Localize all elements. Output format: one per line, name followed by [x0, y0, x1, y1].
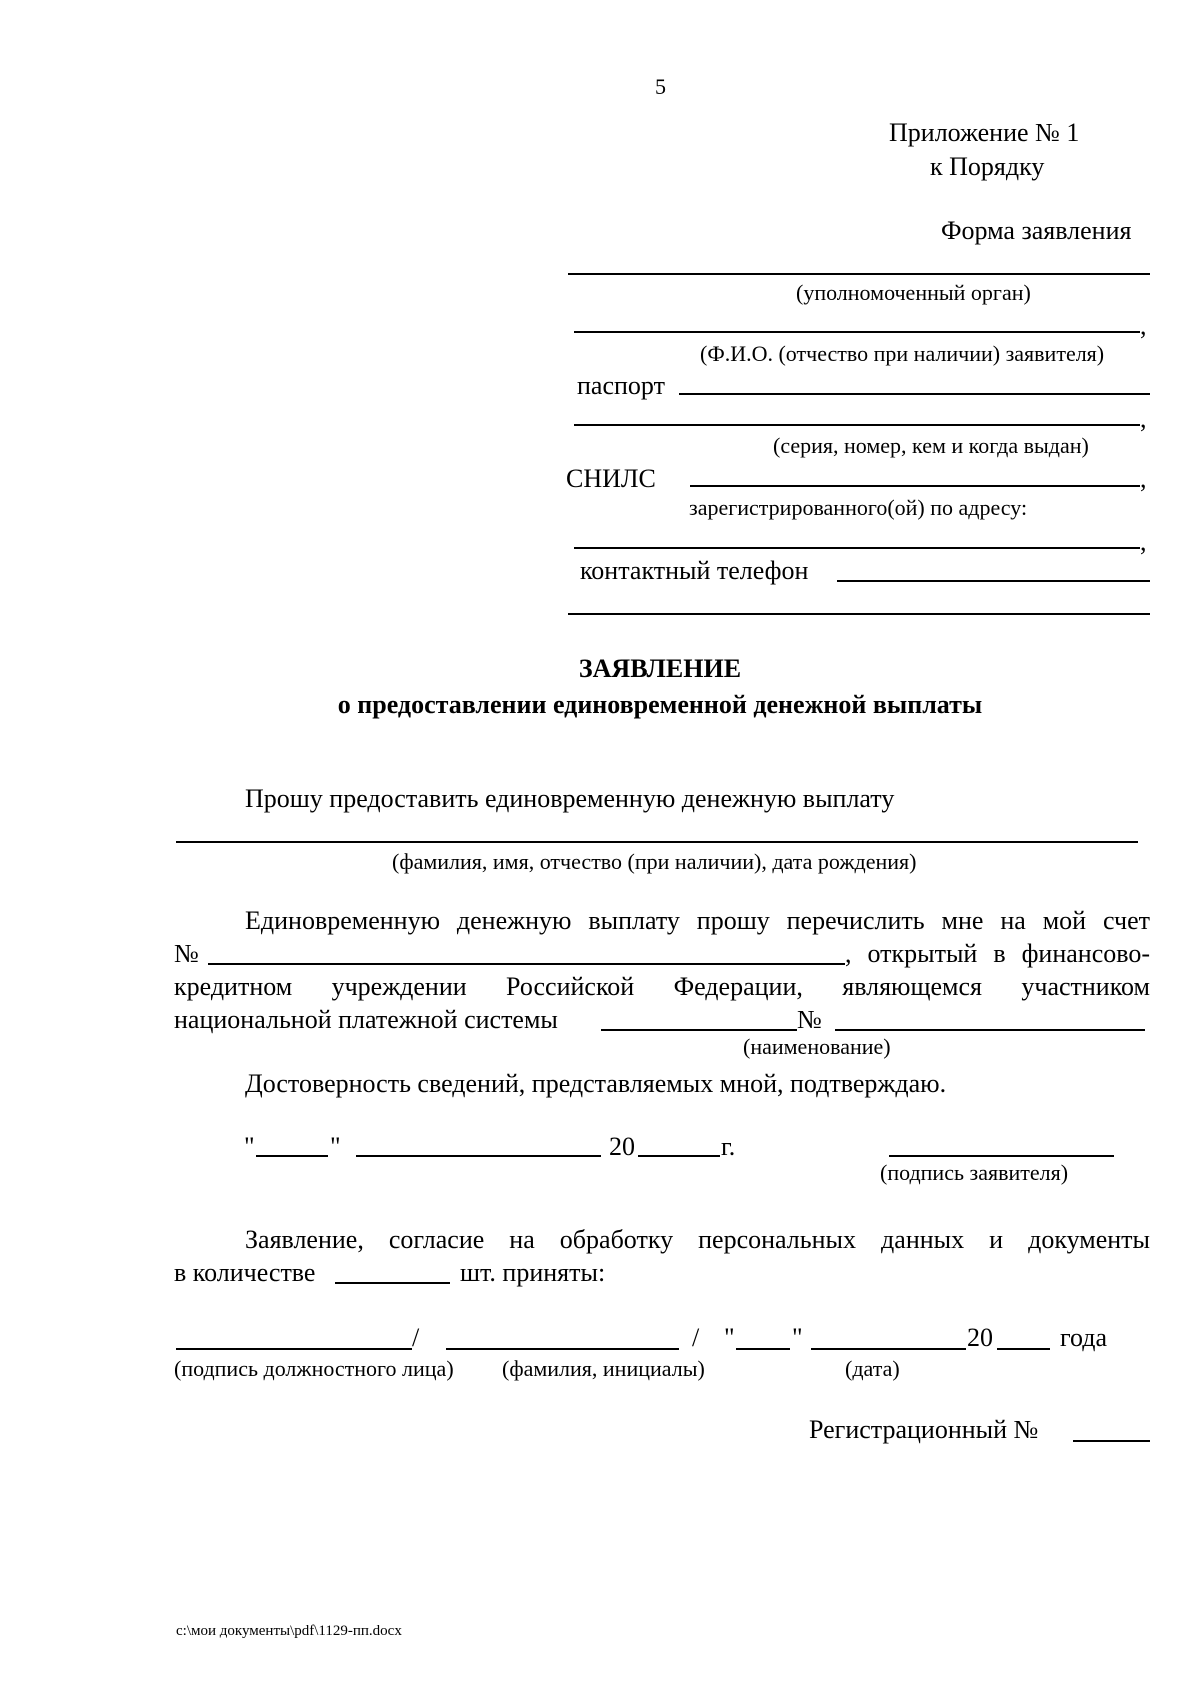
fio-line — [574, 331, 1140, 333]
snils-comma: , — [1140, 464, 1147, 493]
accepted-line-1: Заявление, согласие на обработку персональных данных и документы — [245, 1225, 1150, 1254]
snils-line — [690, 485, 1140, 487]
bank-number-sign: № — [797, 1005, 822, 1034]
accepted-line-2-end: шт. приняты: — [460, 1258, 606, 1287]
phone-label: контактный телефон — [580, 556, 809, 585]
registration-label: Регистрационный № — [809, 1415, 1039, 1444]
official-sign-caption: (подпись должностного лица) — [174, 1356, 454, 1381]
official-month-line — [811, 1348, 966, 1350]
official-year-line — [997, 1348, 1050, 1350]
authority-line — [568, 273, 1150, 275]
address-comma: , — [1140, 527, 1147, 556]
passport-comma: , — [1140, 404, 1147, 433]
bank-number-line — [835, 1029, 1145, 1031]
bank-caption: (наименование) — [743, 1034, 891, 1059]
document-subtitle: о предоставлении единовременной денежной выплаты — [337, 690, 983, 719]
address-caption: зарегистрированного(ой) по адресу: — [689, 495, 1028, 520]
date-month-line — [356, 1155, 601, 1157]
payment-line-4: национальной платежной системы — [174, 1005, 558, 1034]
passport-line-2 — [574, 424, 1140, 426]
payment-line-2-tail: , открытый в финансово- — [845, 939, 1150, 968]
appendix-reference: к Порядку — [930, 152, 1045, 181]
header-bottom-line — [568, 613, 1150, 615]
official-day-line — [736, 1348, 790, 1350]
account-number-line — [208, 963, 845, 965]
official-name-caption: (фамилия, инициалы) — [502, 1356, 705, 1381]
page-number: 5 — [655, 74, 666, 99]
date-quote-close: " — [330, 1132, 341, 1161]
date-year-prefix: 20 — [609, 1132, 635, 1161]
request-caption: (фамилия, имя, отчество (при наличии), дата рождения) — [392, 849, 917, 874]
authority-caption: (уполномоченный орган) — [796, 280, 1031, 305]
passport-caption: (серия, номер, кем и когда выдан) — [773, 433, 1089, 458]
official-signature-line — [176, 1348, 412, 1350]
request-line — [176, 841, 1138, 843]
footer-file-path: c:\мои документы\pdf\1129-пп.docx — [176, 1623, 402, 1639]
accepted-count-line — [335, 1282, 450, 1284]
official-year-prefix: 20 — [967, 1323, 993, 1352]
accepted-line-2-start: в количестве — [174, 1258, 316, 1287]
appendix-number: Приложение № 1 — [889, 118, 1080, 147]
payment-line-1: Единовременную денежную выплату прошу перечислить мне на мой счет — [245, 906, 1150, 935]
date-quote-open: " — [244, 1132, 255, 1161]
fio-comma: , — [1140, 311, 1147, 340]
date-day-line — [256, 1155, 328, 1157]
date-year-line — [638, 1155, 720, 1157]
signature-caption: (подпись заявителя) — [880, 1160, 1069, 1185]
passport-line — [679, 393, 1150, 395]
signature-line — [889, 1155, 1114, 1157]
snils-label: СНИЛС — [566, 464, 656, 493]
official-quote-open: " — [724, 1323, 735, 1352]
registration-number-line — [1073, 1440, 1150, 1442]
fio-caption: (Ф.И.О. (отчество при наличии) заявителя) — [700, 341, 1105, 366]
official-name-line — [446, 1348, 679, 1350]
address-line — [574, 547, 1140, 549]
official-date-caption: (дата) — [845, 1356, 900, 1381]
official-year-suffix: года — [1060, 1323, 1108, 1352]
payment-line-3: кредитном учреждении Российской Федерации, являющемся участником — [174, 972, 1150, 1001]
official-slash-1: / — [412, 1323, 420, 1352]
bank-name-line — [601, 1029, 797, 1031]
request-text: Прошу предоставить единовременную денежную выплату — [245, 784, 895, 813]
account-number-sign: № — [174, 939, 199, 968]
date-year-suffix: г. — [721, 1132, 736, 1161]
form-label: Форма заявления — [941, 216, 1132, 245]
passport-label: паспорт — [577, 371, 665, 400]
document-title: ЗАЯВЛЕНИЕ — [578, 654, 742, 683]
confirm-text: Достоверность сведений, представляемых мной, подтверждаю. — [245, 1069, 947, 1098]
official-slash-2: / — [692, 1323, 700, 1352]
official-quote-close: " — [792, 1323, 803, 1352]
phone-line — [837, 580, 1150, 582]
